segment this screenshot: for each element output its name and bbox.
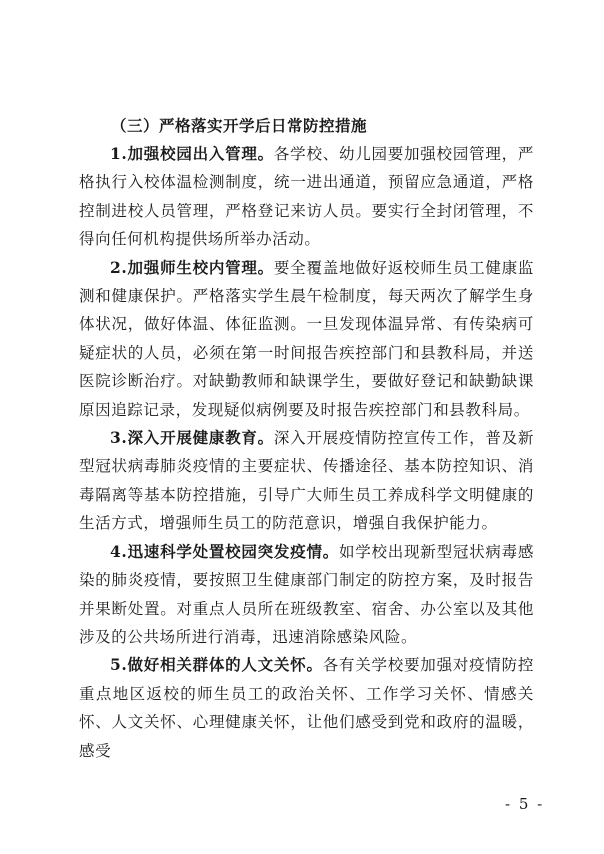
paragraph-lead: 1.加强校园出入管理。 [110, 144, 274, 163]
paragraph-campus-management [79, 254, 534, 424]
paragraph-body: 各学校、幼儿园要加强校园管理，严格执行入校体温检测制度，统一进出通道，预留应急通道，严格控制进校人员管理，严格登记来访人员。要实行全封闭管理，不得向任何机构提供场所举办活动。 [79, 145, 534, 249]
paragraph-emergency-handling [79, 538, 534, 652]
section-heading: （三）严格落实开学后日常防控措施 [111, 116, 368, 135]
paragraph-body: 深入开展疫情防控宣传工作，普及新型冠状病毒肺炎疫情的主要症状、传播途径、基本防控知识、消毒隔离等基本防控措施，引导广大师生员工养成科学文明健康的生活方式，增强师生员工的防范意识，增强自我保护能力。 [79, 429, 534, 533]
document-body [79, 112, 534, 765]
paragraph-body: 如学校出现新型冠状病毒感染的肺炎疫情，要按照卫生健康部门制定的防控方案，及时报告并果断处置。对重点人员所在班级教室、宿舍、办公室以及其他涉及的公共场所进行消毒，迅速消除感染风险。 [79, 542, 534, 646]
paragraph-body: 要全覆盖地做好返校师生员工健康监测和健康保护。严格落实学生晨午检制度，每天两次了解学生身体状况，做好体温、体征监测。一旦发现体温异常、有传染病可疑症状的人员，必须在第一时间报告疾控部门和县教科局，并送医院诊断治疗。对缺勤教师和缺课学生，要做好登记和缺勤缺课原因追踪记录，发现疑似病例要及时报告疾控部门和县教科局。 [79, 258, 534, 419]
paragraph-health-education [79, 424, 534, 538]
paragraph-lead: 5.做好相关群体的人文关怀。 [110, 655, 323, 675]
paragraph-lead: 2.加强师生校内管理。 [110, 257, 274, 277]
paragraph-campus-access [79, 140, 534, 254]
paragraph-body: 各有关学校要加强对疫情防控重点地区返校的师生员工的政治关怀、工作学习关怀、情感关怀、人文关怀、心理健康关怀，让他们感受到党和政府的温暖，感受 [79, 656, 534, 760]
page-number: - 5 - [505, 795, 545, 813]
paragraph-humanistic-care [79, 651, 534, 765]
paragraph-lead: 3.深入开展健康教育。 [110, 428, 274, 448]
paragraph-lead: 4.迅速科学处置校园突发疫情。 [110, 541, 339, 561]
